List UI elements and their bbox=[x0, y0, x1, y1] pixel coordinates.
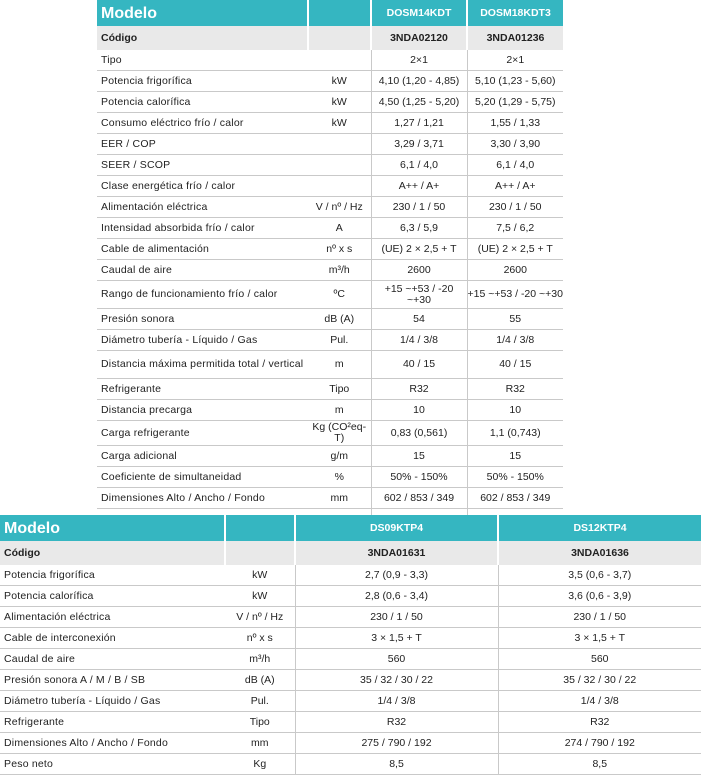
row-value: 35 / 32 / 30 / 22 bbox=[498, 670, 701, 691]
table-row bbox=[97, 197, 563, 218]
row-label: Coeficiente de simultaneidad bbox=[97, 467, 308, 488]
table-row bbox=[0, 565, 701, 586]
row-label: Distancia máxima permitida total / vertical bbox=[97, 351, 308, 379]
row-value: 274 / 790 / 192 bbox=[498, 733, 701, 754]
product-code: 3NDA02120 bbox=[371, 26, 467, 50]
spec-table-outdoor bbox=[97, 0, 563, 530]
row-value: 1/4 / 3/8 bbox=[371, 330, 467, 351]
table-row bbox=[97, 239, 563, 260]
row-value: 5,10 (1,23 - 5,60) bbox=[467, 71, 563, 92]
table-header-row bbox=[0, 515, 701, 541]
row-value: 275 / 790 / 192 bbox=[295, 733, 498, 754]
row-unit: mm bbox=[225, 733, 295, 754]
row-value: 15 bbox=[467, 446, 563, 467]
row-value: 602 / 853 / 349 bbox=[371, 488, 467, 509]
code-label: Código bbox=[97, 26, 308, 50]
row-value: 560 bbox=[498, 649, 701, 670]
row-label: Cable de interconexión bbox=[0, 628, 225, 649]
row-value: 5,20 (1,29 - 5,75) bbox=[467, 92, 563, 113]
spec-rows bbox=[97, 50, 563, 530]
row-unit: Kg bbox=[225, 754, 295, 775]
row-value: 2600 bbox=[371, 260, 467, 281]
row-unit: nº x s bbox=[225, 628, 295, 649]
code-label: Código bbox=[0, 541, 225, 565]
row-value: 4,10 (1,20 - 4,85) bbox=[371, 71, 467, 92]
row-value: 8,5 bbox=[498, 754, 701, 775]
row-unit: g/m bbox=[308, 446, 371, 467]
row-label: Potencia calorífica bbox=[0, 586, 225, 607]
code-unit-blank bbox=[308, 26, 371, 50]
row-value: 4,50 (1,25 - 5,20) bbox=[371, 92, 467, 113]
row-unit: kW bbox=[308, 71, 371, 92]
table-row bbox=[0, 628, 701, 649]
row-label: Carga refrigerante bbox=[97, 421, 308, 446]
header-title: Modelo bbox=[97, 0, 308, 26]
row-value: 1,55 / 1,33 bbox=[467, 113, 563, 134]
row-value: 55 bbox=[467, 309, 563, 330]
row-value: 2×1 bbox=[371, 50, 467, 71]
row-value: R32 bbox=[371, 379, 467, 400]
row-label: Clase energética frío / calor bbox=[97, 176, 308, 197]
row-label: Alimentación eléctrica bbox=[0, 607, 225, 628]
row-value: (UE) 2 × 2,5 + T bbox=[371, 239, 467, 260]
row-value: 602 / 853 / 349 bbox=[467, 488, 563, 509]
code-row bbox=[0, 541, 701, 565]
row-value: 3 × 1,5 + T bbox=[498, 628, 701, 649]
row-unit: m³/h bbox=[225, 649, 295, 670]
row-label: Tipo bbox=[97, 50, 308, 71]
header-title: Modelo bbox=[0, 515, 225, 541]
table-row bbox=[97, 400, 563, 421]
row-value: 230 / 1 / 50 bbox=[467, 197, 563, 218]
row-label: Potencia calorífica bbox=[97, 92, 308, 113]
row-unit: dB (A) bbox=[308, 309, 371, 330]
row-value: 40 / 15 bbox=[467, 351, 563, 379]
row-unit: kW bbox=[225, 565, 295, 586]
row-unit: Kg (CO²eq-T) bbox=[308, 421, 371, 446]
row-unit: V / nº / Hz bbox=[225, 607, 295, 628]
row-value: 54 bbox=[371, 309, 467, 330]
table-row bbox=[97, 446, 563, 467]
row-label: SEER / SCOP bbox=[97, 155, 308, 176]
table-row bbox=[97, 134, 563, 155]
row-label: EER / COP bbox=[97, 134, 308, 155]
model-name: DOSM18KDT3 bbox=[467, 0, 563, 26]
row-value: 6,1 / 4,0 bbox=[371, 155, 467, 176]
row-value: +15 ~+53 / -20 ~+30 bbox=[371, 281, 467, 309]
model-name: DS12KTP4 bbox=[498, 515, 701, 541]
row-value: R32 bbox=[498, 712, 701, 733]
row-label: Diámetro tubería - Líquido / Gas bbox=[0, 691, 225, 712]
table-row bbox=[97, 281, 563, 309]
row-value: R32 bbox=[467, 379, 563, 400]
row-label: Refrigerante bbox=[97, 379, 308, 400]
row-value: 40 / 15 bbox=[371, 351, 467, 379]
row-unit: kW bbox=[308, 113, 371, 134]
table-row bbox=[0, 733, 701, 754]
spec-rows bbox=[0, 565, 701, 775]
row-label: Presión sonora bbox=[97, 309, 308, 330]
row-value: 230 / 1 / 50 bbox=[371, 197, 467, 218]
row-value: 2,8 (0,6 - 3,4) bbox=[295, 586, 498, 607]
row-unit: A bbox=[308, 218, 371, 239]
row-value: 3 × 1,5 + T bbox=[295, 628, 498, 649]
row-label: Refrigerante bbox=[0, 712, 225, 733]
row-value: 50% - 150% bbox=[467, 467, 563, 488]
spec-table-indoor bbox=[0, 515, 701, 775]
row-label: Dimensiones Alto / Ancho / Fondo bbox=[97, 488, 308, 509]
row-value: 2,7 (0,9 - 3,3) bbox=[295, 565, 498, 586]
table-row bbox=[0, 649, 701, 670]
row-value: 230 / 1 / 50 bbox=[295, 607, 498, 628]
table-row bbox=[97, 92, 563, 113]
table-row bbox=[97, 379, 563, 400]
table-row bbox=[97, 488, 563, 509]
code-row bbox=[97, 26, 563, 50]
row-unit: % bbox=[308, 467, 371, 488]
row-value: 560 bbox=[295, 649, 498, 670]
row-label: Potencia frigorífica bbox=[0, 565, 225, 586]
row-unit: dB (A) bbox=[225, 670, 295, 691]
header-unit-blank bbox=[225, 515, 295, 541]
table-row bbox=[0, 607, 701, 628]
row-unit: nº x s bbox=[308, 239, 371, 260]
model-name: DS09KTP4 bbox=[295, 515, 498, 541]
table-row bbox=[97, 113, 563, 134]
row-label: Caudal de aire bbox=[0, 649, 225, 670]
table-row bbox=[97, 71, 563, 92]
row-label: Presión sonora A / M / B / SB bbox=[0, 670, 225, 691]
row-value: 7,5 / 6,2 bbox=[467, 218, 563, 239]
code-unit-blank bbox=[225, 541, 295, 565]
product-code: 3NDA01636 bbox=[498, 541, 701, 565]
row-unit: kW bbox=[225, 586, 295, 607]
row-value: 1,27 / 1,21 bbox=[371, 113, 467, 134]
row-unit: ºC bbox=[308, 281, 371, 309]
table-row bbox=[0, 754, 701, 775]
row-unit bbox=[308, 176, 371, 197]
table-row bbox=[0, 691, 701, 712]
row-value: 3,29 / 3,71 bbox=[371, 134, 467, 155]
row-unit: kW bbox=[308, 92, 371, 113]
row-value: 3,30 / 3,90 bbox=[467, 134, 563, 155]
row-value: 3,5 (0,6 - 3,7) bbox=[498, 565, 701, 586]
row-value: 10 bbox=[467, 400, 563, 421]
row-unit: m bbox=[308, 400, 371, 421]
row-value: 3,6 (0,6 - 3,9) bbox=[498, 586, 701, 607]
row-unit: Tipo bbox=[225, 712, 295, 733]
table-row bbox=[97, 218, 563, 239]
table-row bbox=[97, 155, 563, 176]
row-label: Consumo eléctrico frío / calor bbox=[97, 113, 308, 134]
row-value: 1/4 / 3/8 bbox=[467, 330, 563, 351]
row-value: 1,1 (0,743) bbox=[467, 421, 563, 446]
table-row bbox=[0, 586, 701, 607]
row-unit: m³/h bbox=[308, 260, 371, 281]
row-value: 2600 bbox=[467, 260, 563, 281]
table-row bbox=[97, 467, 563, 488]
row-label: Caudal de aire bbox=[97, 260, 308, 281]
table-header-row bbox=[97, 0, 563, 26]
row-value: 0,83 (0,561) bbox=[371, 421, 467, 446]
row-value: 6,1 / 4,0 bbox=[467, 155, 563, 176]
row-label: Rango de funcionamiento frío / calor bbox=[97, 281, 308, 309]
product-code: 3NDA01236 bbox=[467, 26, 563, 50]
row-label: Distancia precarga bbox=[97, 400, 308, 421]
table-row bbox=[97, 176, 563, 197]
row-value: A++ / A+ bbox=[371, 176, 467, 197]
row-unit: V / nº / Hz bbox=[308, 197, 371, 218]
row-value: 1/4 / 3/8 bbox=[498, 691, 701, 712]
row-unit bbox=[308, 134, 371, 155]
header-unit-blank bbox=[308, 0, 371, 26]
row-label: Carga adicional bbox=[97, 446, 308, 467]
table-row bbox=[97, 421, 563, 446]
row-unit: Tipo bbox=[308, 379, 371, 400]
table-row bbox=[97, 50, 563, 71]
table-row bbox=[0, 670, 701, 691]
table-row bbox=[0, 712, 701, 733]
row-value: 50% - 150% bbox=[371, 467, 467, 488]
table-row bbox=[97, 260, 563, 281]
row-unit bbox=[308, 50, 371, 71]
row-unit: Pul. bbox=[225, 691, 295, 712]
row-unit: m bbox=[308, 351, 371, 379]
table-row bbox=[97, 330, 563, 351]
row-value: +15 ~+53 / -20 ~+30 bbox=[467, 281, 563, 309]
row-value: 2×1 bbox=[467, 50, 563, 71]
row-label: Intensidad absorbida frío / calor bbox=[97, 218, 308, 239]
row-label: Dimensiones Alto / Ancho / Fondo bbox=[0, 733, 225, 754]
table-row bbox=[97, 309, 563, 330]
row-value: 8,5 bbox=[295, 754, 498, 775]
row-value: 230 / 1 / 50 bbox=[498, 607, 701, 628]
row-value: R32 bbox=[295, 712, 498, 733]
row-label: Cable de alimentación bbox=[97, 239, 308, 260]
row-unit: mm bbox=[308, 488, 371, 509]
row-value: 1/4 / 3/8 bbox=[295, 691, 498, 712]
row-label: Diámetro tubería - Líquido / Gas bbox=[97, 330, 308, 351]
row-label: Alimentación eléctrica bbox=[97, 197, 308, 218]
row-label: Potencia frigorífica bbox=[97, 71, 308, 92]
row-value: 15 bbox=[371, 446, 467, 467]
row-unit bbox=[308, 155, 371, 176]
row-value: (UE) 2 × 2,5 + T bbox=[467, 239, 563, 260]
product-code: 3NDA01631 bbox=[295, 541, 498, 565]
row-value: 6,3 / 5,9 bbox=[371, 218, 467, 239]
row-label: Peso neto bbox=[0, 754, 225, 775]
row-value: 10 bbox=[371, 400, 467, 421]
row-value: A++ / A+ bbox=[467, 176, 563, 197]
model-name: DOSM14KDT bbox=[371, 0, 467, 26]
row-value: 35 / 32 / 30 / 22 bbox=[295, 670, 498, 691]
row-unit: Pul. bbox=[308, 330, 371, 351]
table-row bbox=[97, 351, 563, 379]
